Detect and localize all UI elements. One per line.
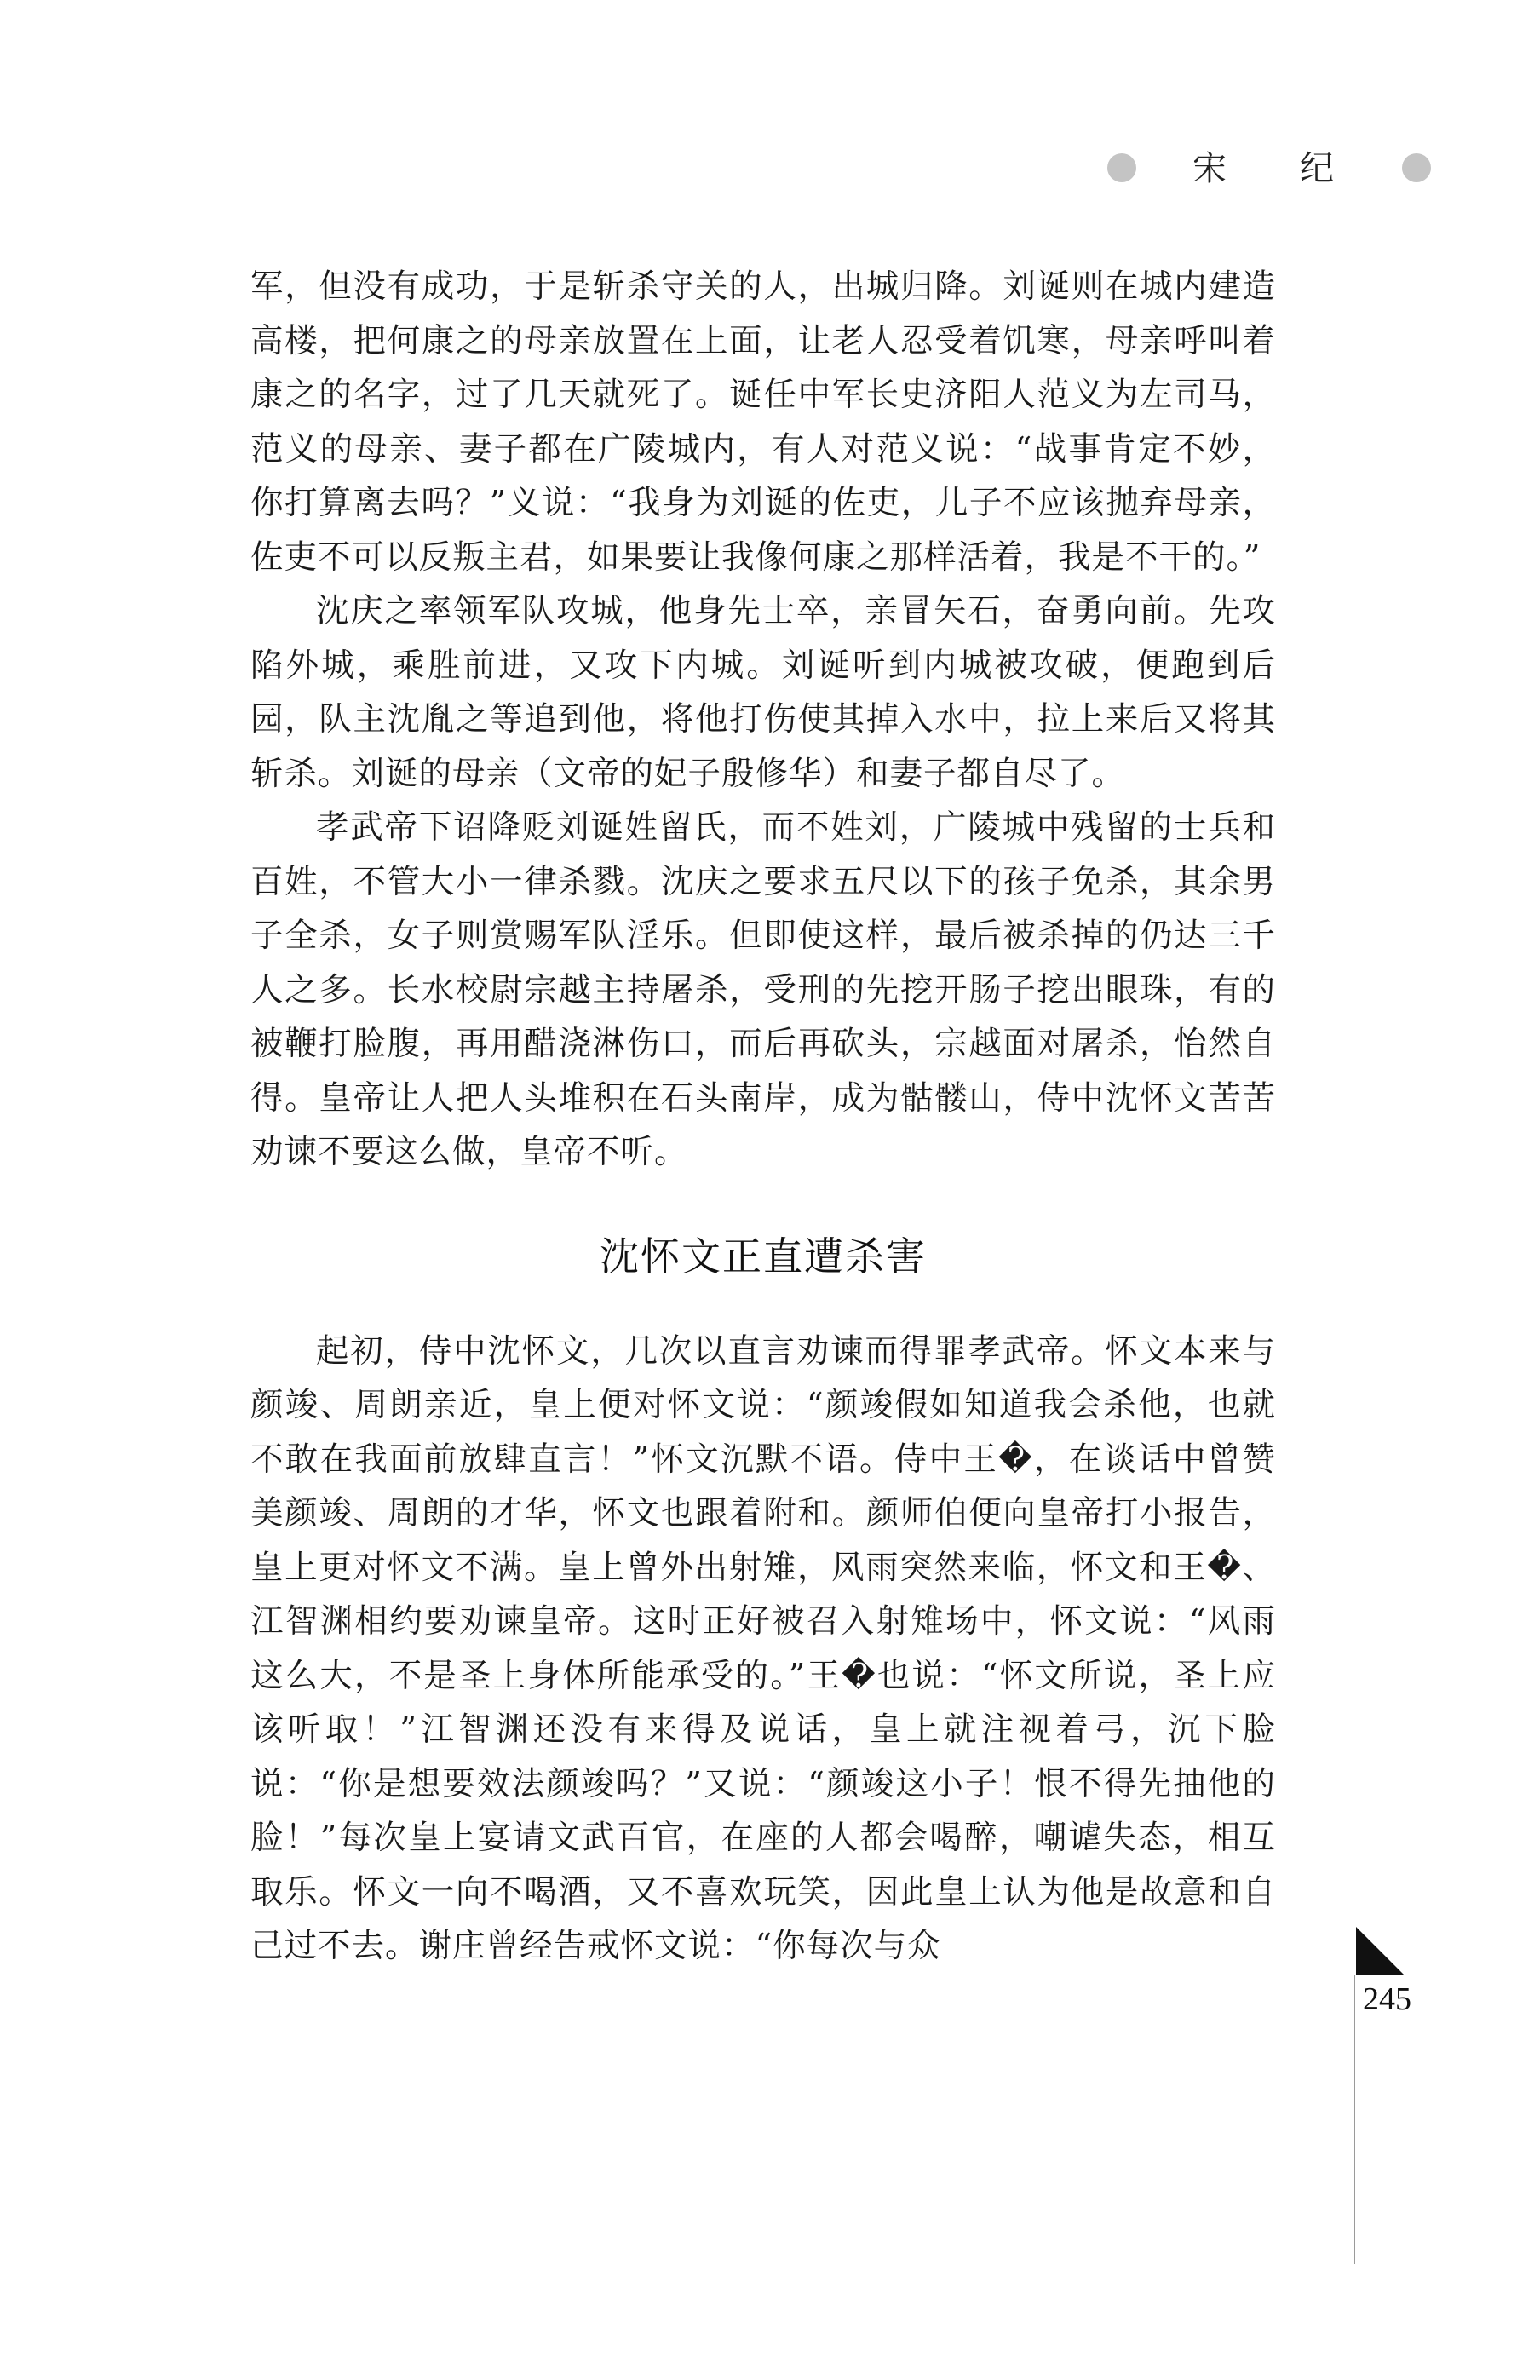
page-number: 245	[1363, 1981, 1411, 2017]
paragraph-2: 沈庆之率领军队攻城，他身先士卒，亲冒矢石，奋勇向前。先攻陷外城，乘胜前进，又攻下内城。刘诞听到内城被攻破，便跑到后园，队主沈胤之等追到他，将他打伤使其掉入水中，拉上来后又将其斩杀。刘诞的母亲（文帝的妃子殷修华）和妻子都自尽了。	[250, 592, 1276, 793]
header-left-dot	[1107, 153, 1136, 182]
paragraph-1: 军，但没有成功，于是斩杀守关的人，出城归降。刘诞则在城内建造高楼，把何康之的母亲放置在上面，让老人忍受着饥寒，母亲呼叫着康之的名字，过了几天就死了。诞任中军长史济阳人范义为左司马，范义的母亲、妻子都在广陵城内，有人对范义说：“战事肯定不妙，你打算离去吗？”义说：“我身为刘诞的佐吏，儿子不应该抛弃母亲，佐吏不可以反叛主君，如果要让我像何康之那样活着，我是不干的。”	[250, 267, 1276, 577]
header-char-1: 宋	[1192, 149, 1227, 188]
page-corner-triangle	[1356, 1927, 1404, 1975]
header-right-dot	[1402, 153, 1431, 182]
header-char-2: 纪	[1300, 149, 1334, 188]
paragraph-3: 孝武帝下诏降贬刘诞姓留氏，而不姓刘，广陵城中残留的士兵和百姓，不管大小一律杀戮。沈庆之要求五尺以下的孩子免杀，其余男子全杀，女子则赏赐军队淫乐。但即使这样，最后被杀掉的仍达三千人之多。长水校尉宗越主持屠杀，受刑的先挖开肠子挖出眼珠，有的被鞭打脸腹，再用醋浇淋伤口，而后再砍头，宗越面对屠杀，怡然自得。皇帝让人把人头堆积在石头南岸，成为骷髅山，侍中沈怀文苦苦劝谏不要这么做，皇帝不听。	[250, 808, 1276, 1171]
margin-rule	[1354, 1975, 1355, 2264]
paragraph-4: 起初，侍中沈怀文，几次以直言劝谏而得罪孝武帝。怀文本来与颜竣、周朗亲近，皇上便对怀文说：“颜竣假如知道我会杀他，也就不敢在我面前放肆直言！”怀文沉默不语。侍中王�，在谈话中曾赞美颜竣、周朗的才华，怀文也跟着附和。颜师伯便向皇帝打小报告，皇上更对怀文不满。皇上曾外出射雉，风雨突然来临，怀文和王�、江智渊相约要劝谏皇帝。这时正好被召入射雉场中，怀文说：“风雨这么大，不是圣上身体所能承受的。”王�也说：“怀文所说，圣上应该听取！”江智渊还没有来得及说话，皇上就注视着弓，沉下脸说：“你是想要效法颜竣吗？”又说：“颜竣这小子！恨不得先抽他的脸！”每次皇上宴请文武百官，在座的人都会喝醉，嘲谑失态，相互取乐。怀文一向不喝酒，又不喜欢玩笑，因此皇上认为他是故意和自己过不去。谢庄曾经告戒怀文说：“你每次与众	[250, 1331, 1276, 1965]
page-body	[250, 260, 1276, 1974]
running-header	[1107, 143, 1431, 194]
section-title: 沈怀文正直遭杀害	[600, 1233, 927, 1279]
